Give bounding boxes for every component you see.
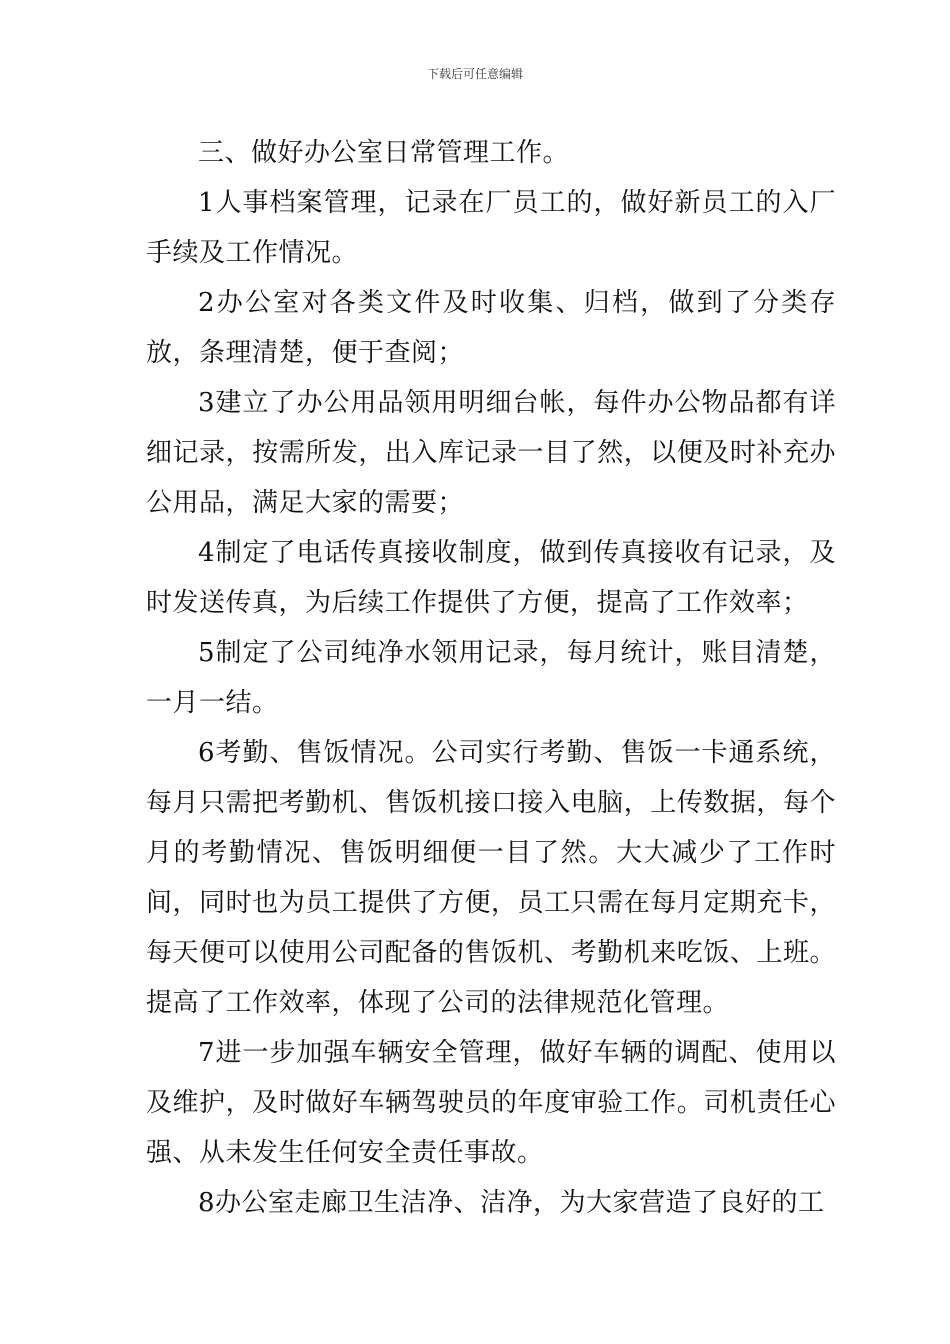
paragraph-item-1: 1人事档案管理，记录在厂员工的，做好新员工的入厂手续及工作情况。 (146, 188, 836, 268)
paragraph-item-7: 7进一步加强车辆安全管理，做好车辆的调配、使用以及维护，及时做好车辆驾驶员的年度审验工作。司机责任心强、从未发生任何安全责任事故。 (146, 1038, 836, 1168)
paragraph-item-5: 5制定了公司纯净水领用记录，每月统计，账目清楚，一月一结。 (146, 638, 836, 718)
paragraph-item-3: 3建立了办公用品领用明细台帐，每件办公物品都有详细记录，按需所发，出入库记录一目了然，以便及时补充办公用品，满足大家的需要； (146, 388, 836, 518)
paragraph-item-4: 4制定了电话传真接收制度，做到传真接收有记录，及时发送传真，为后续工作提供了方便，提高了工作效率； (146, 538, 836, 618)
document-body (146, 128, 836, 1228)
paragraph-item-8: 8办公室走廊卫生洁净、洁净，为大家营造了良好的工 (198, 1188, 825, 1218)
paragraph-item-2: 2办公室对各类文件及时收集、归档，做到了分类存放，条理清楚，便于查阅； (146, 288, 836, 368)
section-heading: 三、做好办公室日常管理工作。 (198, 138, 570, 168)
page-header-note: 下载后可任意编辑 (426, 67, 523, 81)
paragraph-item-6: 6考勤、售饭情况。公司实行考勤、售饭一卡通系统，每月只需把考勤机、售饭机接口接入电脑，上传数据，每个月的考勤情况、售饭明细便一目了然。大大减少了工作时间，同时也为员工提供了方便，员工只需在每月定期充卡，每天便可以使用公司配备的售饭机、考勤机来吃饭、上班。提高了工作效率，体现了公司的法律规范化管理。 (146, 738, 836, 1018)
